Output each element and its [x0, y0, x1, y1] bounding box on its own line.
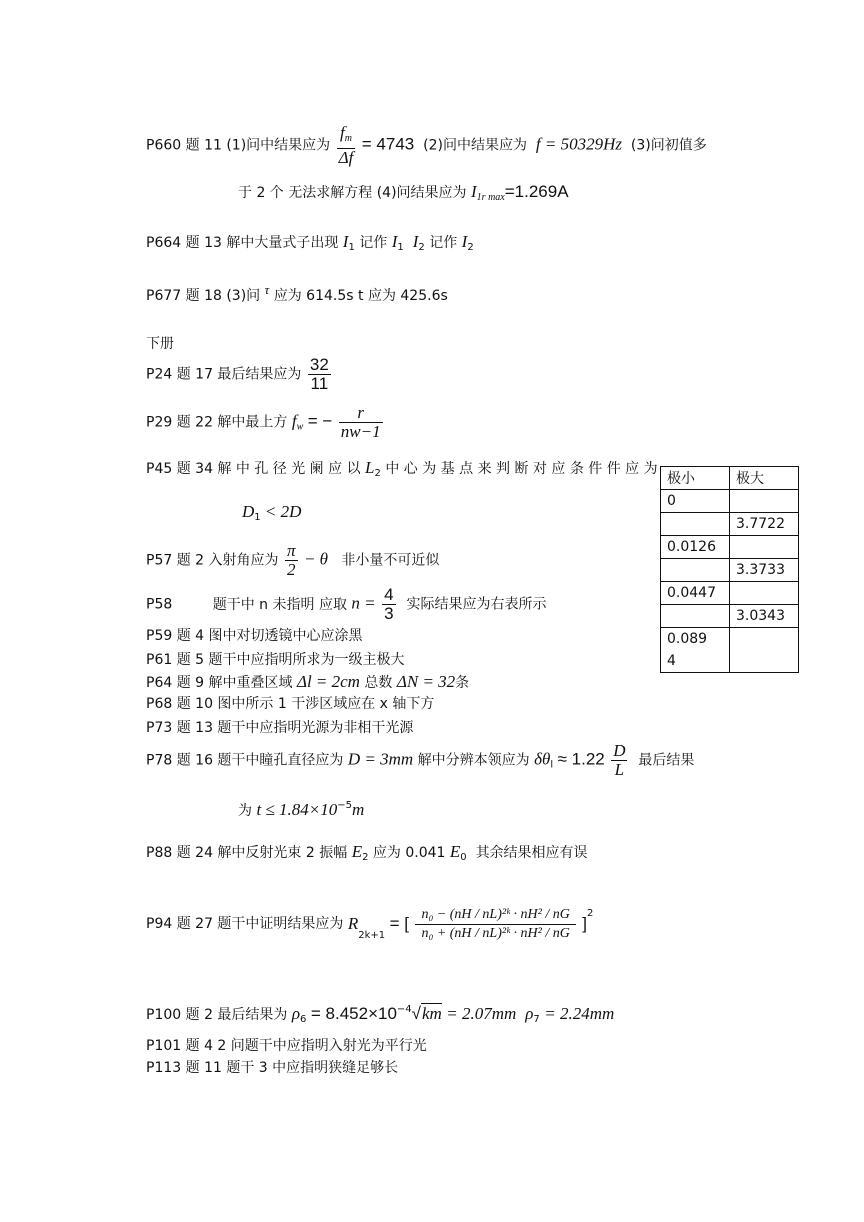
erratum-p100: P100 题 2 最后结果为 $\rho_6 = 8.452\times 10^{-4}√km = 2.07mm$ $\rho_7 = 2.24mm$ — [146, 1004, 615, 1025]
erratum-p664: P664 题 13 解中大量式子出现 $I_1$ 记作 $I_1$ $I_2$ 记作 $I_2$ — [146, 232, 474, 253]
formula-4-over-3: $\frac{4}{3}$ — [384, 585, 394, 623]
erratum-p677: P677 题 18 (3)问 τ 应为 614.5s t 应为 425.6s — [146, 282, 448, 304]
header-minimum: 极小 — [661, 467, 730, 490]
erratum-p58: P58 题干中 n 未指明 应取 n = $\frac{4}{3}$ 实际结果应为右表所示 — [146, 585, 547, 623]
formula-D-over-L: $\frac{D}{L}$ — [613, 741, 626, 779]
table-row: 3.7722 — [661, 513, 799, 536]
table-header-row — [661, 467, 799, 490]
table-row: 0.0447 — [661, 582, 799, 605]
formula-value: = 4743 — [361, 134, 415, 154]
erratum-p660: P660 题 11 (1)问中结果应为 $\frac{f_m}{\Delta f}$ = 4743 (2)问中结果应为 f = 50329Hz (3)问初值多 — [146, 123, 707, 167]
table-row: 0.0126 — [661, 536, 799, 559]
formula-frequency: f = 50329Hz — [535, 134, 623, 154]
erratum-p59: P59 题 4 图中对切透镜中心应涂黑 — [146, 628, 363, 644]
erratum-p113: P113 题 11 题干 3 中应指明狭缝足够长 — [146, 1060, 399, 1076]
erratum-p45: P45 题 34 解 中 孔 径 光 阑 应 以 $L_2$ 中 心 为 基 点 来 判 断 对 应 条 件 件 应 为 — [146, 458, 658, 479]
formula-fm-over-df: $\frac{f_m}{\Delta f}$ — [338, 123, 354, 167]
formula-32-over-11: $\frac{32}{11}$ — [309, 355, 329, 393]
formula-reflectance: $\frac{\text{n₀ − (nH / nL)²ᵏ · nH² / nG}}{\text{n₀ + (nH / nL)²ᵏ · nH² / nG}}$ — [415, 906, 575, 943]
header-maximum: 极大 — [730, 467, 799, 490]
erratum-p101: P101 题 4 2 问题干中应指明入射光为平行光 — [146, 1038, 427, 1054]
erratum-p88: P88 题 24 解中反射光束 2 振幅 $E_2$ 应为 0.041 $E_0$ 其余结果相应有误 — [146, 842, 588, 863]
table-row: 3.0343 — [661, 605, 799, 628]
table-row: 3.3733 — [661, 559, 799, 582]
erratum-ref: P660 题 11 (1)问中结果应为 — [146, 137, 331, 154]
erratum-p78-cont: 为 $t \le 1.84\times 10^{-5}m$ — [238, 800, 365, 819]
erratum-p64: P64 题 9 解中重叠区域 Δl = 2cm 总数 ΔN = 32条 — [146, 672, 470, 691]
erratum-p73: P73 题 13 题干中应指明光源为非相干光源 — [146, 720, 414, 736]
erratum-p61: P61 题 5 题干中应指明所求为一级主极大 — [146, 652, 405, 668]
erratum-p57: P57 题 2 入射角应为 $\frac{\pi}{2}$ − θ 非小量不可近似 — [146, 541, 440, 579]
erratum-p660-cont: 于 2 个 无法求解方程 (4)问结果应为 $I_{1r max}=1.269A$ — [238, 182, 569, 203]
formula-pi-over-2: $\frac{\pi}{2}$ — [286, 541, 296, 579]
section-title: 下册 — [146, 336, 174, 352]
table-row: 0 — [661, 490, 799, 513]
erratum-p45-cond: $D_1 < 2D$ — [242, 502, 302, 523]
erratum-p29: P29 题 22 解中最上方 $f_w$ = − $\frac{r}{nw-1}$ — [146, 403, 381, 441]
erratum-p78: P78 题 16 题干中瞳孔直径应为 D = 3mm 解中分辨本领应为 $\delta\theta_l \approx 1.22$ $\frac{D}{L}$ 最后结果 — [146, 741, 695, 779]
results-table — [660, 466, 799, 673]
formula-r-over-nw: $\frac{r}{nw-1}$ — [340, 403, 381, 441]
erratum-p24: P24 题 17 最后结果应为 $\frac{32}{11}$ — [146, 355, 329, 393]
erratum-p94: P94 题 27 题干中证明结果应为 $R_{2k+1}$ = [ $\frac{\text{n₀ − (nH / nL)²ᵏ · nH² / nG}}{\text{n₀ + (nH / nL)²ᵏ · nH² / nG}}$ ]$^2$ — [146, 906, 594, 941]
formula-current: I — [471, 182, 477, 201]
erratum-p68: P68 题 10 图中所示 1 干涉区域应在 x 轴下方 — [146, 696, 435, 712]
table-row: 0.089 4 — [661, 628, 799, 673]
